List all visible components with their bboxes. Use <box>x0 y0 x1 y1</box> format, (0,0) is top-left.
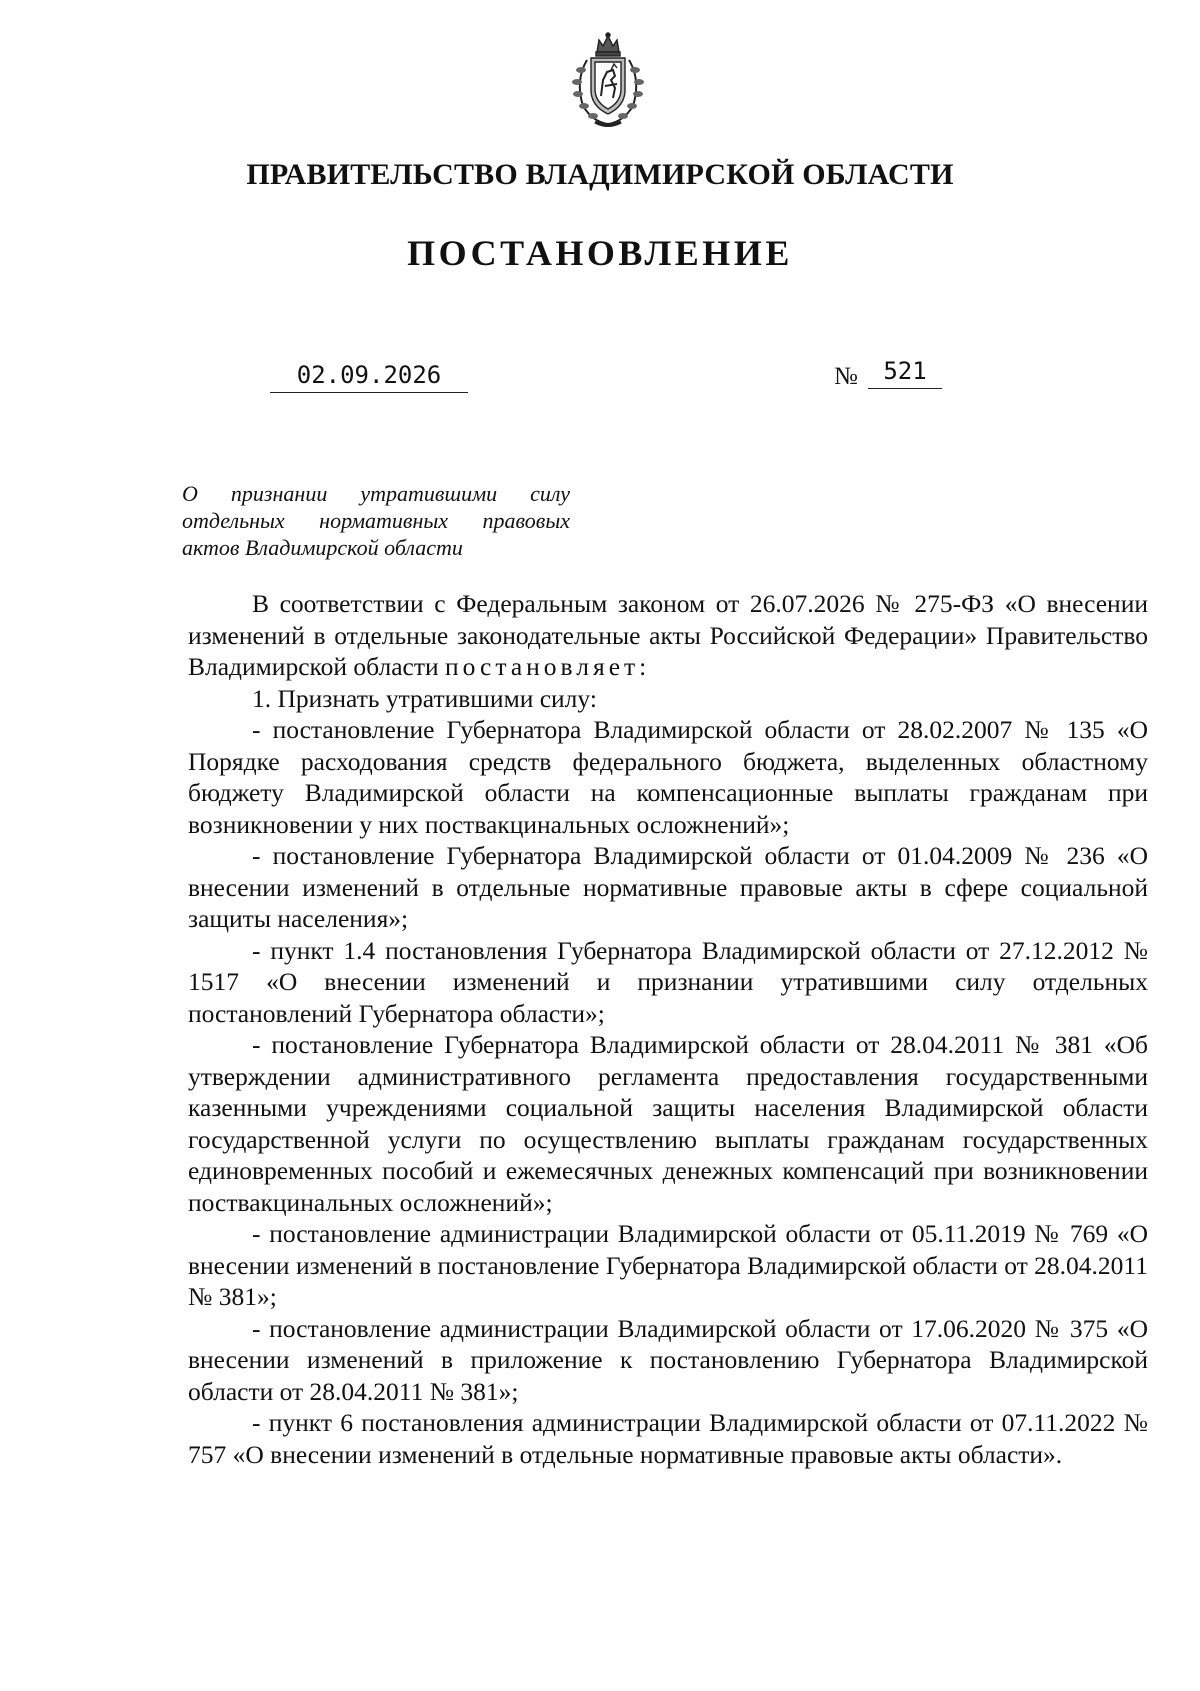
list-item: - постановление Губернатора Владимирской области от 28.02.2007 № 135 «О Порядке расходования средств федерального бюджета, выделенных областному бюджету Владимирской области на компенсационные выплаты гражданам при возникновении у них поствакцинальных осложнений»; <box>188 715 1148 839</box>
list-item: - постановление Губернатора Владимирской области от 28.04.2011 № 381 «Об утверждении административного регламента предоставления государственными казенными учреждениями социальной защиты населения Владимирской области государственной услуги по осуществлению выплаты гражданам государственных единовременных пособий и ежемесячных денежных компенсаций при возникновении поствакцинальных осложнений»; <box>188 1030 1148 1217</box>
document-number: 521 <box>868 354 942 389</box>
document-date: 02.09.2026 <box>270 358 468 393</box>
document-type-title: ПОСТАНОВЛЕНИЕ <box>407 233 793 273</box>
vladimir-coat-of-arms-icon <box>559 30 657 130</box>
document-body <box>188 588 1148 1470</box>
list-item: - постановление Губернатора Владимирской области от 01.04.2009 № 236 «О внесении изменений в отдельные нормативные правовые акты в сфере социальной защиты населения»; <box>188 841 1148 933</box>
list-item: - постановление администрации Владимирской области от 05.11.2019 № 769 «О внесении изменений в постановление Губернатора Владимирской области от 28.04.2011 № 381»; <box>188 1219 1148 1311</box>
number-label: № <box>834 363 858 390</box>
list-item: - пункт 1.4 постановления Губернатора Владимирской области от 27.12.2012 № 1517 «О внесении изменений и признании утратившими силу отдельных постановлений Губернатора области»; <box>188 935 1148 1028</box>
item-1-heading: 1. Признать утратившими силу: <box>252 683 597 713</box>
list-item: - постановление администрации Владимирской области от 17.06.2020 № 375 «О внесении изменений в приложение к постановлению Губернатора Владимирской области от 28.04.2011 № 381»; <box>188 1313 1148 1406</box>
organization-title: ПРАВИТЕЛЬСТВО ВЛАДИМИРСКОЙ ОБЛАСТИ <box>246 158 954 191</box>
preamble-paragraph <box>188 588 1148 683</box>
document-subject: О признании утратившими силу отдельных нормативных правовых актов Владимирской области <box>182 481 570 560</box>
preamble-text: В соответствии с Федеральным законом от 26.07.2026 № 275-ФЗ «О внесении изменений в отдельные законодательные акты Российской Федерации» Правительство Владимирской области <box>188 589 1148 681</box>
preamble-verb: постановляет <box>445 652 640 681</box>
preamble-end: : <box>639 652 647 681</box>
list-item: - пункт 6 постановления администрации Владимирской области от 07.11.2022 № 757 «О внесении изменений в отдельные нормативные правовые акты области». <box>188 1408 1148 1469</box>
